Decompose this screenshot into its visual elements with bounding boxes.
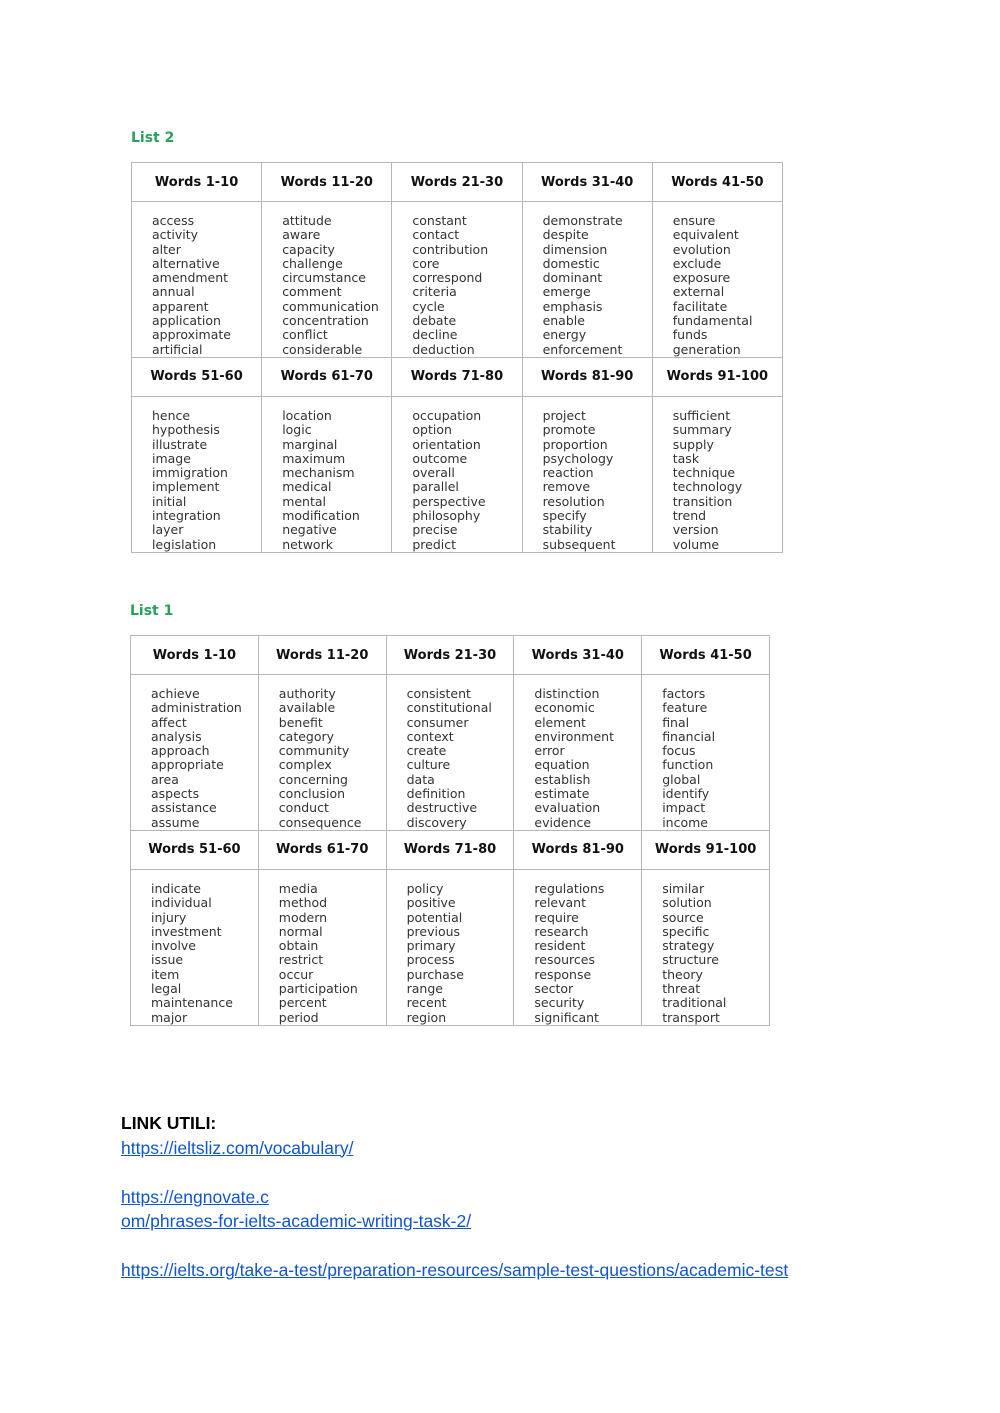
word-item: resolution — [542, 493, 605, 509]
word-item: constitutional — [406, 700, 492, 716]
word-item: domestic — [542, 255, 600, 271]
word-item: demonstrate — [542, 213, 623, 228]
word-column — [514, 869, 642, 1025]
word-item: exposure — [672, 270, 731, 286]
word-item: threat — [662, 981, 701, 997]
list-1-table — [130, 635, 770, 1026]
word-column — [392, 396, 522, 552]
word-item: orientation — [412, 436, 481, 452]
column-header: Words 11-20 — [262, 163, 392, 202]
word-item: access — [152, 213, 195, 228]
word-item: communication — [282, 298, 379, 314]
word-column — [132, 202, 262, 358]
word-item: category — [278, 728, 335, 744]
useful-links-section — [121, 1111, 788, 1283]
word-item: implement — [152, 479, 220, 495]
word-item: emerge — [542, 284, 591, 300]
word-item: create — [406, 743, 447, 759]
header-row — [132, 163, 783, 202]
column-header: Words 81-90 — [522, 357, 652, 396]
word-item: constant — [412, 213, 467, 228]
word-column — [262, 396, 392, 552]
word-item: equivalent — [672, 227, 739, 243]
word-item: application — [152, 313, 221, 329]
header-row — [131, 636, 770, 675]
word-item: resources — [534, 952, 595, 968]
word-item: major — [151, 1009, 188, 1025]
word-item: authority — [278, 686, 336, 701]
spacer — [121, 1160, 788, 1185]
column-header: Words 71-80 — [386, 830, 514, 869]
word-item: modern — [278, 909, 328, 925]
word-item: occur — [278, 966, 314, 982]
word-item: establish — [534, 771, 591, 787]
word-item: hence — [152, 407, 191, 423]
word-item: deduction — [412, 341, 475, 357]
word-item: version — [672, 522, 719, 538]
word-item: trend — [672, 508, 707, 524]
word-item: initial — [152, 493, 187, 509]
word-item: despite — [542, 227, 589, 243]
word-item: complex — [278, 757, 332, 773]
word-item: ensure — [672, 213, 716, 228]
word-item: appropriate — [151, 757, 224, 773]
word-item: context — [406, 728, 454, 744]
word-item: research — [534, 923, 589, 939]
word-item: contact — [412, 227, 460, 243]
word-item: equation — [534, 757, 590, 773]
word-item: specify — [542, 508, 587, 524]
word-item: evaluation — [534, 800, 601, 816]
column-header: Words 11-20 — [258, 636, 386, 675]
word-column — [132, 396, 262, 552]
word-item: annual — [152, 284, 195, 300]
word-item: theory — [662, 966, 703, 982]
word-item: precise — [412, 522, 458, 538]
column-header: Words 31-40 — [514, 636, 642, 675]
column-header: Words 21-30 — [392, 163, 522, 202]
word-item: apparent — [152, 298, 209, 314]
word-item: external — [672, 284, 725, 300]
word-item: culture — [406, 757, 451, 773]
word-item: supply — [672, 436, 714, 452]
word-item: modification — [282, 508, 360, 524]
word-item: option — [412, 422, 452, 438]
word-item: distinction — [534, 686, 600, 701]
word-item: generation — [672, 341, 741, 357]
word-item: positive — [406, 895, 456, 911]
word-item: criteria — [412, 284, 457, 300]
word-item: analysis — [151, 728, 202, 744]
list-2-title: List 2 — [131, 130, 175, 146]
word-item: final — [662, 714, 690, 730]
word-item: estimate — [534, 786, 590, 802]
column-header: Words 91-100 — [652, 357, 782, 396]
word-item: negative — [282, 522, 337, 538]
word-item: structure — [662, 952, 719, 968]
word-column — [258, 675, 386, 831]
word-item: normal — [278, 923, 323, 939]
word-item: assume — [151, 814, 200, 830]
word-item: overall — [412, 465, 455, 481]
word-item: strategy — [662, 938, 715, 954]
word-item: perspective — [412, 493, 486, 509]
word-item: volume — [672, 536, 720, 552]
word-item: injury — [151, 909, 187, 925]
header-row — [131, 830, 770, 869]
word-item: enable — [542, 313, 585, 329]
word-item: approach — [151, 743, 210, 759]
word-item: considerable — [282, 341, 363, 357]
word-item: artificial — [152, 341, 203, 357]
word-item: obtain — [278, 938, 319, 954]
word-item: conduct — [278, 800, 329, 816]
word-item: parallel — [412, 479, 459, 495]
word-item: fundamental — [672, 313, 753, 329]
column-header: Words 81-90 — [514, 830, 642, 869]
word-item: enforcement — [542, 341, 623, 357]
word-item: affect — [151, 714, 187, 730]
word-item: transport — [662, 1009, 720, 1025]
word-item: legislation — [152, 536, 217, 552]
word-item: factors — [662, 686, 706, 701]
word-item: predict — [412, 536, 457, 552]
word-item: network — [282, 536, 333, 552]
words-row — [131, 869, 770, 1025]
word-column — [258, 869, 386, 1025]
word-item: maximum — [282, 450, 346, 466]
word-item: achieve — [151, 686, 200, 701]
word-item: task — [672, 450, 700, 466]
word-item: response — [534, 966, 592, 982]
word-column — [514, 675, 642, 831]
word-column — [652, 202, 782, 358]
word-item: logic — [282, 422, 312, 438]
word-item: concerning — [278, 771, 348, 787]
word-item: economic — [534, 700, 595, 716]
word-item: attitude — [282, 213, 332, 228]
column-header: Words 21-30 — [386, 636, 514, 675]
column-header: Words 1-10 — [132, 163, 262, 202]
word-item: medical — [282, 479, 332, 495]
word-item: specific — [662, 923, 710, 939]
link-engnovate-line-1[interactable]: https://engnovate.c — [121, 1186, 269, 1207]
word-item: decline — [412, 327, 458, 343]
word-item: investment — [151, 923, 222, 939]
word-item: focus — [662, 743, 696, 759]
word-item: relevant — [534, 895, 586, 911]
word-item: project — [542, 407, 586, 423]
word-column — [392, 202, 522, 358]
word-column — [652, 396, 782, 552]
word-item: previous — [406, 923, 461, 939]
word-item: require — [534, 909, 579, 925]
word-item: capacity — [282, 241, 335, 257]
word-item: restrict — [278, 952, 324, 968]
word-item: summary — [672, 422, 732, 438]
header-row — [132, 357, 783, 396]
word-item: contribution — [412, 241, 489, 257]
word-item: financial — [662, 728, 716, 744]
word-column — [131, 869, 259, 1025]
word-item: immigration — [152, 465, 228, 481]
word-item: promote — [542, 422, 596, 438]
word-item: amendment — [152, 270, 229, 286]
word-item: dimension — [542, 241, 608, 257]
word-item: activity — [152, 227, 199, 243]
word-item: security — [534, 995, 585, 1011]
word-item: policy — [406, 880, 444, 896]
words-row — [132, 396, 783, 552]
word-item: philosophy — [412, 508, 481, 524]
word-item: challenge — [282, 255, 343, 271]
column-header: Words 41-50 — [652, 163, 782, 202]
word-item: resident — [534, 938, 586, 954]
word-item: comment — [282, 284, 342, 300]
word-item: recent — [406, 995, 447, 1011]
word-item: layer — [152, 522, 184, 538]
word-item: media — [278, 880, 318, 896]
word-item: period — [278, 1009, 319, 1025]
word-column — [522, 396, 652, 552]
word-item: subsequent — [542, 536, 616, 552]
word-item: dominant — [542, 270, 603, 286]
word-item: identify — [662, 786, 710, 802]
word-item: emphasis — [542, 298, 603, 314]
word-item: proportion — [542, 436, 608, 452]
word-item: energy — [542, 327, 587, 343]
word-item: hypothesis — [152, 422, 220, 438]
word-column — [131, 675, 259, 831]
spacer — [121, 1234, 788, 1259]
word-item: remove — [542, 479, 591, 495]
word-item: administration — [151, 700, 242, 716]
word-item: consequence — [278, 814, 362, 830]
list-1-title: List 1 — [130, 603, 174, 619]
word-item: consistent — [406, 686, 471, 701]
column-header: Words 71-80 — [392, 357, 522, 396]
word-item: primary — [406, 938, 456, 954]
word-item: element — [534, 714, 586, 730]
word-item: cycle — [412, 298, 445, 314]
word-item: traditional — [662, 995, 727, 1011]
word-item: indicate — [151, 880, 201, 896]
word-item: debate — [412, 313, 457, 329]
word-item: destructive — [406, 800, 478, 816]
word-item: outcome — [412, 450, 468, 466]
word-item: facilitate — [672, 298, 728, 314]
word-item: concentration — [282, 313, 369, 329]
word-item: maintenance — [151, 995, 233, 1011]
word-item: mechanism — [282, 465, 355, 481]
word-item: correspond — [412, 270, 483, 286]
column-header: Words 51-60 — [132, 357, 262, 396]
word-item: available — [278, 700, 336, 716]
word-item: definition — [406, 786, 466, 802]
word-item: potential — [406, 909, 463, 925]
word-item: significant — [534, 1009, 599, 1025]
word-item: integration — [152, 508, 221, 524]
column-header: Words 61-70 — [258, 830, 386, 869]
word-item: range — [406, 981, 443, 997]
word-item: circumstance — [282, 270, 366, 286]
link-ielts-sample-test[interactable]: https://ielts.org/take-a-test/preparation-resources/sample-test-questions/academic-test — [121, 1260, 789, 1280]
word-item: stability — [542, 522, 593, 538]
word-item: illustrate — [152, 436, 208, 452]
word-item: global — [662, 771, 701, 787]
word-column — [522, 202, 652, 358]
word-item: source — [662, 909, 704, 925]
word-item: transition — [672, 493, 733, 509]
word-item: psychology — [542, 450, 614, 466]
word-item: region — [406, 1009, 447, 1025]
word-item: percent — [278, 995, 327, 1011]
word-item: legal — [151, 981, 182, 997]
word-item: aspects — [151, 786, 200, 802]
words-row — [131, 675, 770, 831]
word-item: similar — [662, 880, 705, 896]
list-2-table — [131, 162, 783, 553]
word-item: funds — [672, 327, 708, 343]
word-item: solution — [662, 895, 712, 911]
links-heading: LINK UTILI: — [121, 1113, 217, 1133]
word-item: alter — [152, 241, 181, 257]
word-column — [386, 869, 514, 1025]
word-item: involve — [151, 938, 197, 954]
column-header: Words 31-40 — [522, 163, 652, 202]
word-item: consumer — [406, 714, 469, 730]
word-item: conclusion — [278, 786, 346, 802]
word-item: process — [406, 952, 455, 968]
column-header: Words 51-60 — [131, 830, 259, 869]
word-item: impact — [662, 800, 706, 816]
word-column — [642, 675, 770, 831]
word-item: data — [406, 771, 435, 787]
word-column — [262, 202, 392, 358]
word-item: income — [662, 814, 708, 830]
word-item: technology — [672, 479, 743, 495]
word-item: location — [282, 407, 332, 423]
word-item: community — [278, 743, 350, 759]
word-item: participation — [278, 981, 358, 997]
word-item: image — [152, 450, 191, 466]
word-item: method — [278, 895, 328, 911]
column-header: Words 91-100 — [642, 830, 770, 869]
word-item: feature — [662, 700, 708, 716]
link-ieltsliz-vocabulary[interactable]: https://ieltsliz.com/vocabulary/ — [121, 1137, 354, 1158]
column-header: Words 61-70 — [262, 357, 392, 396]
word-item: evolution — [672, 241, 731, 257]
word-item: exclude — [672, 255, 722, 271]
word-item: evidence — [534, 814, 592, 830]
words-row — [132, 202, 783, 358]
word-item: purchase — [406, 966, 464, 982]
word-item: mental — [282, 493, 327, 509]
word-item: occupation — [412, 407, 482, 423]
word-item: approximate — [152, 327, 231, 343]
word-item: issue — [151, 952, 184, 968]
word-item: assistance — [151, 800, 217, 816]
word-item: error — [534, 743, 565, 759]
word-item: regulations — [534, 880, 605, 896]
column-header: Words 1-10 — [131, 636, 259, 675]
word-item: function — [662, 757, 714, 773]
link-engnovate-line-2[interactable]: om/phrases-for-ielts-academic-writing-task-2/ — [121, 1211, 472, 1231]
word-item: marginal — [282, 436, 338, 452]
column-header: Words 41-50 — [642, 636, 770, 675]
word-item: item — [151, 966, 180, 982]
word-item: benefit — [278, 714, 323, 730]
word-item: technique — [672, 465, 736, 481]
word-item: aware — [282, 227, 321, 243]
word-item: sector — [534, 981, 574, 997]
word-item: alternative — [152, 255, 220, 271]
word-item: discovery — [406, 814, 467, 830]
word-item: environment — [534, 728, 614, 744]
word-column — [386, 675, 514, 831]
word-item: conflict — [282, 327, 328, 343]
word-item: area — [151, 771, 179, 787]
word-item: core — [412, 255, 440, 271]
word-item: individual — [151, 895, 212, 911]
word-column — [642, 869, 770, 1025]
word-item: reaction — [542, 465, 594, 481]
word-item: sufficient — [672, 407, 731, 423]
